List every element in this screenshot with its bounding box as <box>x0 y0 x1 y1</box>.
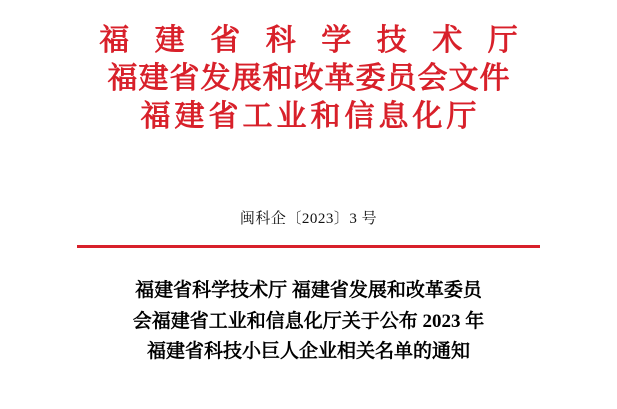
masthead-line-science-tech-department: 福 建 省 科 学 技 术 厅 <box>99 24 527 57</box>
masthead-line-industry-information-department: 福建省工业和信息化厅 <box>140 99 481 133</box>
document-title <box>0 276 617 368</box>
page-title-line-1: 福建省科学技术厅 福建省发展和改革委员 <box>135 279 482 301</box>
page-title-line-3: 福建省科技小巨人企业相关名单的通知 <box>146 341 470 363</box>
document-masthead <box>0 0 617 135</box>
red-divider-rule <box>77 245 540 248</box>
masthead-line-development-reform-commission: 福建省发展和改革委员会文件 <box>107 61 511 95</box>
page-title-line-2: 会福建省工业和信息化厅关于公布 2023 年 <box>132 310 485 332</box>
document-number: 闽科企〔2023〕3 号 <box>239 211 378 228</box>
